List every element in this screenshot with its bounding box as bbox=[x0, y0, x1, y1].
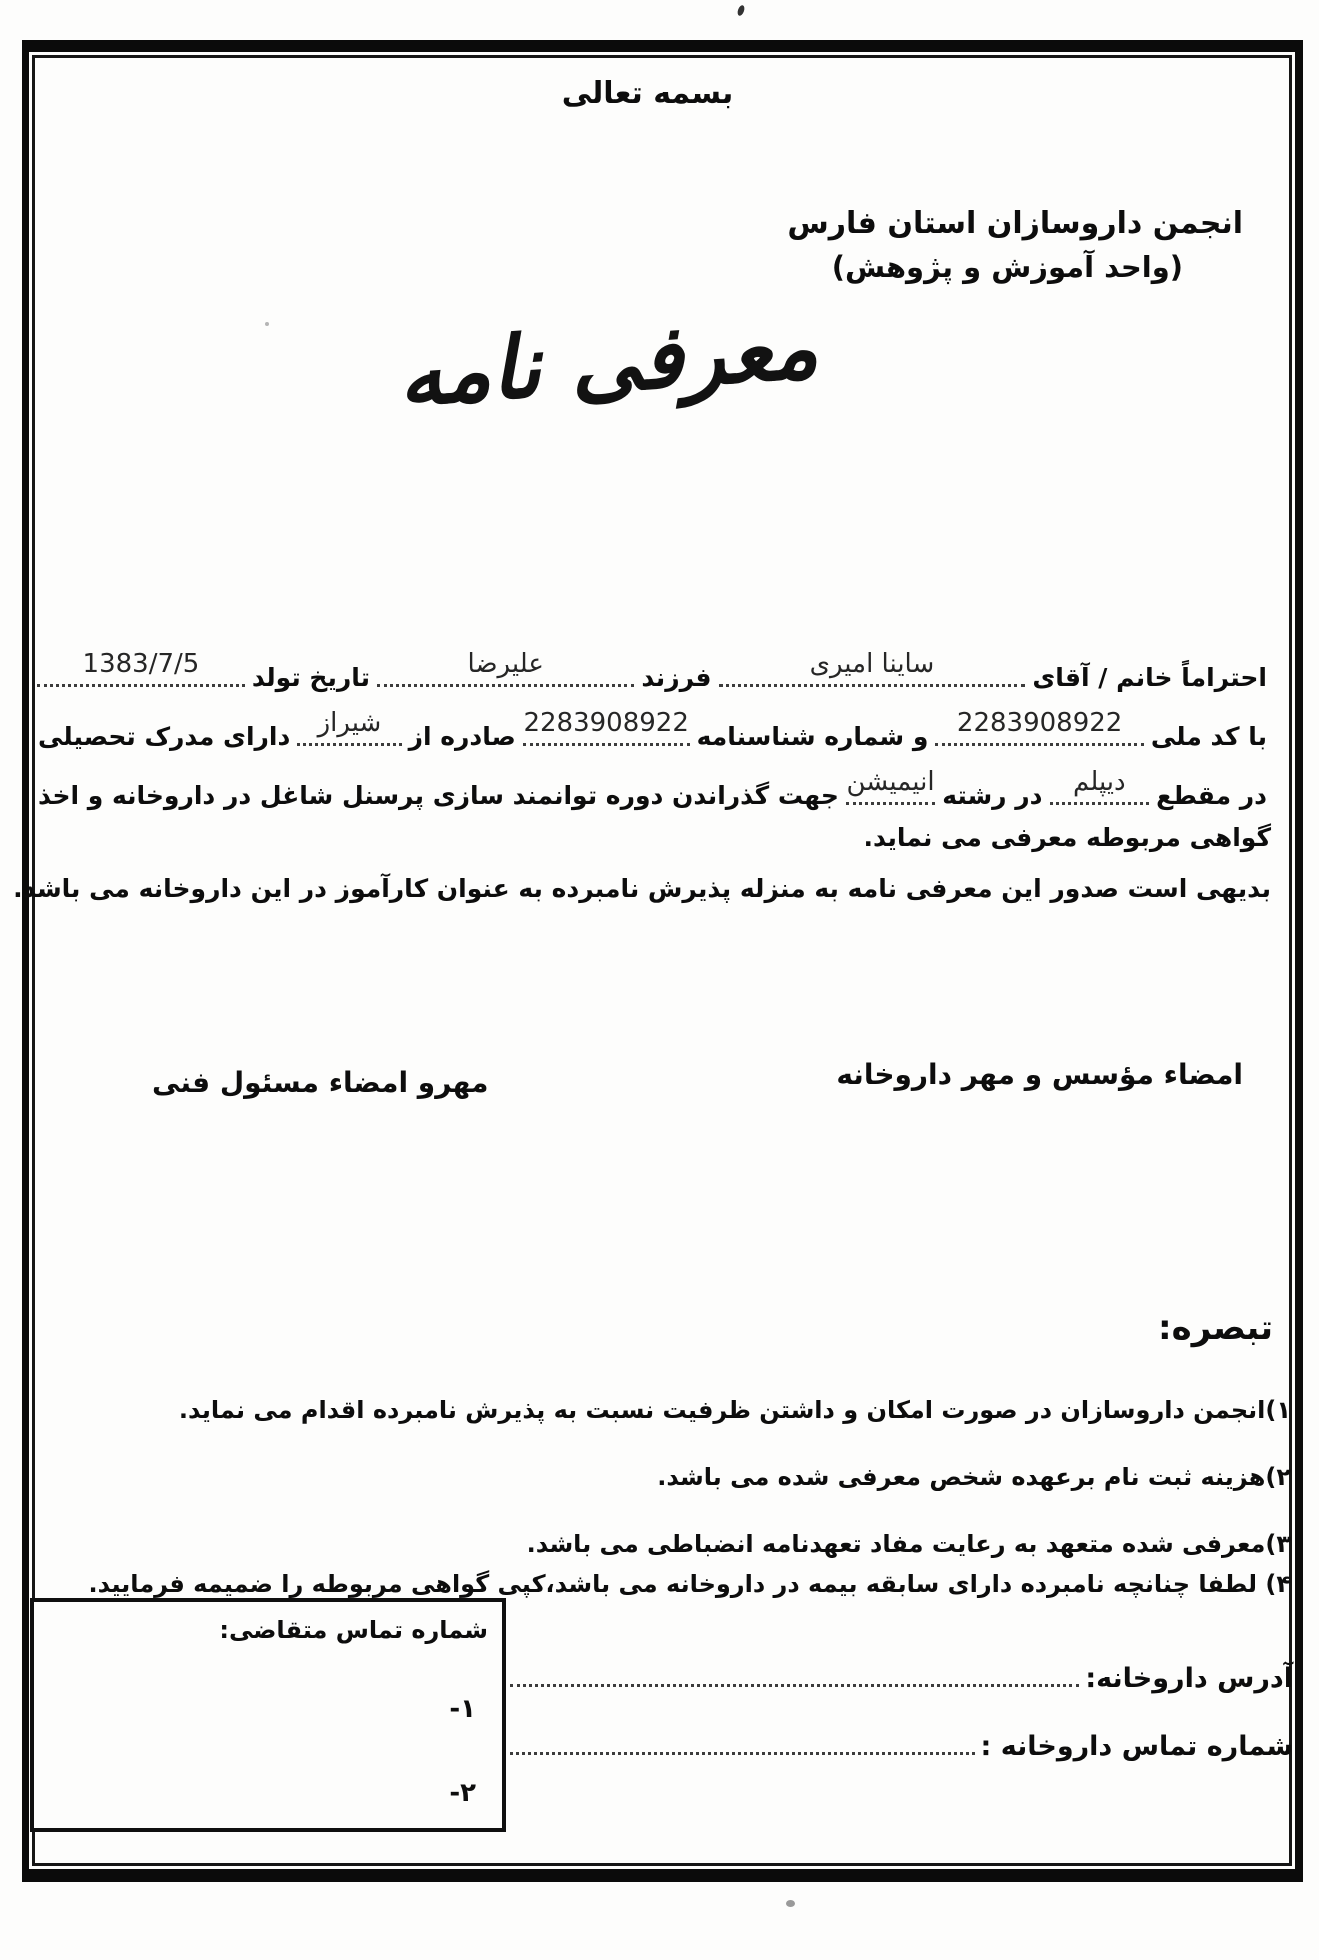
purpose-continuation-text: گواهی مربوطه معرفی می نماید. bbox=[863, 823, 1271, 852]
form-line-ids bbox=[34, 695, 1271, 754]
notes-heading: تبصره: bbox=[1158, 1308, 1273, 1348]
technical-manager-signature-label: مهرو امضاء مسئول فنی bbox=[152, 1066, 489, 1099]
contact-line-2-marker: ۲- bbox=[449, 1778, 476, 1808]
national-id-label: با کد ملی bbox=[1150, 722, 1267, 751]
field-label: در رشته bbox=[942, 781, 1043, 810]
scan-artifact bbox=[786, 1900, 795, 1907]
form-line-identity bbox=[34, 636, 1271, 695]
issued-from-field bbox=[297, 704, 401, 746]
note-item-1: ۱)انجمن داروسازان در صورت امکان و داشتن ظرفیت نسبت به پذیرش نامبرده اقدام می نماید. bbox=[178, 1396, 1291, 1424]
note-item-3: ۳)معرفی شده متعهد به رعایت مفاد تعهدنامه انضباطی می باشد. bbox=[526, 1530, 1291, 1558]
purpose-text: جهت گذراندن دوره توانمند سازی پرسنل شاغل در داروخانه و اخذ bbox=[38, 781, 839, 810]
issued-from-value: شیراز bbox=[317, 708, 382, 738]
pharmacy-phone-row bbox=[508, 1722, 1297, 1762]
birth-cert-no-label: و شماره شناسنامه bbox=[696, 722, 929, 751]
form-body bbox=[13, 636, 1271, 903]
org-name-heading: انجمن داروسازان استان فارس bbox=[787, 206, 1243, 241]
scan-artifact bbox=[736, 4, 745, 16]
pharmacy-address-row bbox=[508, 1654, 1297, 1694]
pharmacy-phone-field bbox=[510, 1725, 975, 1755]
salutation-label: احتراماً خانم / آقای bbox=[1032, 663, 1267, 692]
birth-date-label: تاریخ تولد bbox=[251, 663, 371, 692]
birth-date-value: 1383/7/5 bbox=[82, 649, 200, 679]
bismillah-heading: بسمه تعالی bbox=[561, 76, 734, 111]
pharmacy-address-label: آدرس داروخانه: bbox=[1085, 1663, 1293, 1694]
child-of-label: فرزند bbox=[641, 663, 712, 692]
applicant-contact-label: شماره تماس متقاضی: bbox=[219, 1616, 488, 1644]
note-item-4: ۴) لطفا چنانچه نامبرده دارای سابقه بیمه در داروخانه می باشد،کپی گواهی مربوطه را ضمیمه فرمایید. bbox=[88, 1570, 1291, 1598]
applicant-contact-box bbox=[30, 1598, 506, 1832]
founder-signature-label: امضاء مؤسس و مهر داروخانه bbox=[836, 1058, 1243, 1091]
birth-cert-no-value: 2283908922 bbox=[523, 708, 689, 738]
birth-cert-no-field bbox=[523, 704, 690, 746]
note-item-2: ۲)هزینه ثبت نام برعهده شخص معرفی شده می باشد. bbox=[657, 1463, 1291, 1491]
degree-label: دارای مدرک تحصیلی bbox=[38, 722, 291, 751]
disclaimer-text: بدیهی است صدور این معرفی نامه به منزله پذیرش نامبرده به عنوان کارآموز در این داروخانه می باشد. bbox=[13, 874, 1271, 903]
birth-date-field bbox=[37, 645, 245, 687]
issued-from-label: صادره از bbox=[408, 722, 516, 751]
father-name-field bbox=[377, 645, 634, 687]
org-unit-heading: (واحد آموزش و پژوهش) bbox=[831, 250, 1183, 284]
contact-line-1-marker: ۱- bbox=[449, 1694, 476, 1724]
applicant-name-value: ساینا امیری bbox=[809, 649, 935, 679]
applicant-name-field bbox=[719, 645, 1026, 687]
document-title-calligraphy: معرفی نامه bbox=[394, 297, 821, 427]
national-id-value: 2283908922 bbox=[956, 708, 1123, 738]
field-of-study-field bbox=[846, 763, 935, 805]
father-name-value: علیرضا bbox=[467, 649, 544, 679]
field-of-study-value: انیمیشن bbox=[846, 767, 935, 797]
level-value: دیپلم bbox=[1073, 767, 1126, 797]
national-id-field bbox=[935, 704, 1143, 746]
level-label: در مقطع bbox=[1156, 781, 1267, 810]
form-line-education bbox=[34, 754, 1271, 813]
pharmacy-address-field bbox=[510, 1657, 1079, 1687]
pharmacy-phone-label: شماره تماس داروخانه : bbox=[980, 1731, 1293, 1762]
level-field bbox=[1050, 763, 1150, 805]
